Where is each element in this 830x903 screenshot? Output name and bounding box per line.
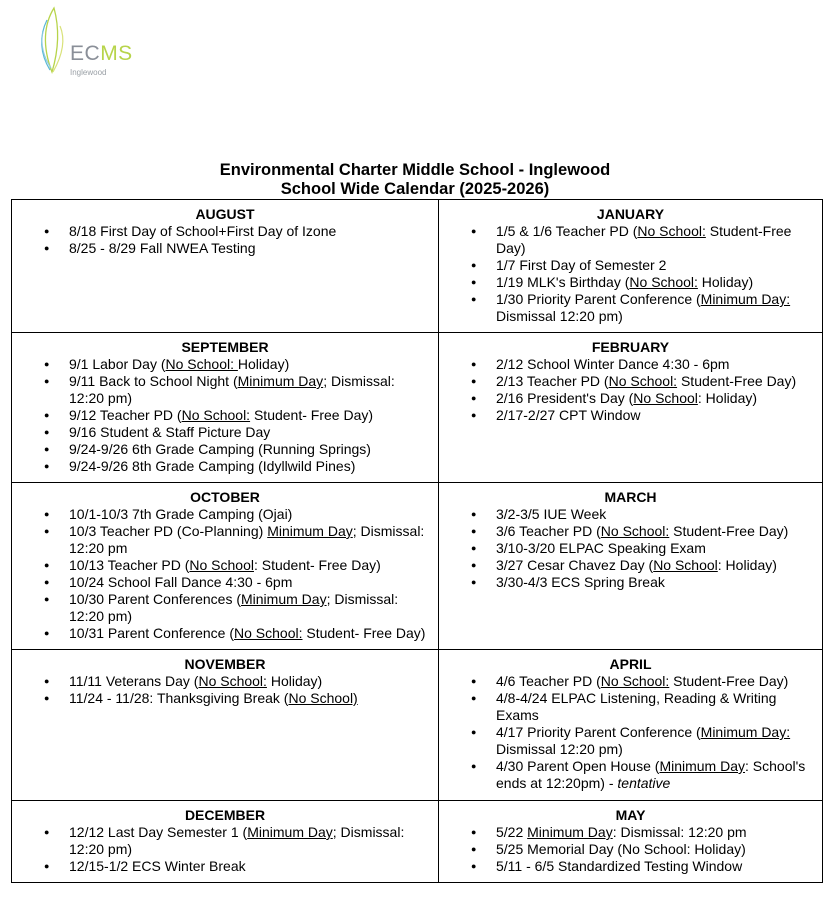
event-list — [449, 356, 812, 424]
event-underlined-text: Minimum Day — [241, 591, 327, 607]
event-item — [69, 356, 428, 373]
event-text: 10/3 Teacher PD (Co-Planning) — [69, 523, 268, 539]
event-text: 12/15-1/2 ECS Winter Break — [69, 858, 246, 874]
event-item — [496, 390, 812, 407]
event-item — [69, 574, 428, 591]
event-underlined-text: No School: — [600, 523, 670, 539]
event-text: Holiday) — [697, 274, 754, 290]
event-text: 2/13 Teacher PD ( — [496, 373, 609, 389]
event-item — [496, 291, 812, 325]
month-cell-march — [439, 483, 823, 650]
event-text: ; Dismissal: 12:20 pm) — [69, 824, 405, 857]
event-text: 11/24 - 11/28: Thanksgiving Break ( — [69, 690, 289, 706]
event-text: : Holiday) — [717, 557, 777, 573]
month-cell-december — [12, 801, 439, 883]
event-text: 9/11 Back to School Night ( — [69, 373, 238, 389]
month-cell-november — [12, 650, 439, 801]
event-underlined-text: Minimum Day — [527, 824, 613, 840]
event-item — [69, 690, 428, 707]
event-item — [496, 758, 812, 792]
event-text: 3/6 Teacher PD ( — [496, 523, 601, 539]
month-cell-september — [12, 333, 439, 483]
event-text: 9/1 Labor Day ( — [69, 356, 166, 372]
event-item — [496, 841, 812, 858]
logo-wordmark: ECMS — [70, 42, 133, 65]
document-title: Environmental Charter Middle School - Inglewood — [219, 161, 611, 179]
event-text: 4/30 Parent Open House ( — [496, 758, 660, 774]
event-text: 4/6 Teacher PD ( — [496, 673, 601, 689]
event-text: 9/24-9/26 8th Grade Camping (Idyllwild Pines) — [69, 458, 356, 474]
event-underlined-text: No School — [653, 557, 718, 573]
event-text: ; Dismissal: 12:20 pm — [69, 523, 425, 556]
school-logo — [38, 6, 138, 78]
event-text: : Holiday) — [697, 390, 758, 406]
event-item — [496, 506, 812, 523]
event-text: 4/8-4/24 ELPAC Listening, Reading & Writing Exams — [496, 690, 777, 723]
event-item — [69, 506, 428, 523]
event-text: 1/7 First Day of Semester 2 — [496, 257, 667, 273]
event-underlined-text: No School — [189, 557, 254, 573]
event-list — [22, 223, 428, 257]
event-text: 9/24-9/26 6th Grade Camping (Running Springs) — [69, 441, 371, 457]
event-underlined-text: No School: — [629, 274, 698, 290]
event-text: 8/25 - 8/29 Fall NWEA Testing — [69, 240, 256, 256]
event-text: 10/13 Teacher PD ( — [69, 557, 190, 573]
event-text: 5/22 — [496, 824, 528, 840]
event-item — [69, 441, 428, 458]
event-text: 10/1-10/3 7th Grade Camping (Ojai) — [69, 506, 293, 522]
event-underlined-text: No School: — [165, 356, 238, 372]
month-heading: FEBRUARY — [591, 339, 670, 355]
event-text: 11/11 Veterans Day ( — [69, 673, 199, 689]
event-item — [69, 223, 428, 240]
month-heading: NOVEMBER — [184, 656, 266, 672]
event-text: 12/12 Last Day Semester 1 ( — [69, 824, 248, 840]
month-cell-january — [439, 200, 823, 333]
event-text: 10/24 School Fall Dance 4:30 - 6pm — [69, 574, 293, 590]
event-text: 5/25 Memorial Day (No School: Holiday) — [496, 841, 746, 857]
event-text: Holiday) — [237, 356, 290, 372]
event-text: 9/16 Student & Staff Picture Day — [69, 424, 271, 440]
event-underlined-text: Minimum Day: — [700, 724, 791, 740]
event-text: ; Dismissal: 12:20 pm) — [69, 373, 395, 406]
event-text: : School's ends at 12:20pm) - — [496, 758, 806, 791]
event-text: Student-Free Day) — [496, 223, 792, 256]
event-item — [69, 523, 428, 557]
event-item — [69, 673, 428, 690]
event-text: Student-Free Day) — [677, 373, 797, 389]
month-cell-october — [12, 483, 439, 650]
event-text: 9/12 Teacher PD ( — [69, 407, 182, 423]
event-list — [22, 824, 428, 875]
event-underlined-text: No School: — [198, 673, 267, 689]
month-cell-april — [439, 650, 823, 801]
event-underlined-text: No School) — [288, 690, 358, 706]
event-underlined-text: Minimum Day — [267, 523, 353, 539]
event-text: 8/18 First Day of School+First Day of Izone — [69, 223, 337, 239]
event-item — [496, 523, 812, 540]
event-item — [69, 424, 428, 441]
event-underlined-text: Minimum Day — [659, 758, 746, 774]
event-underlined-text: No School: — [600, 673, 670, 689]
event-text: Dismissal 12:20 pm) — [496, 741, 623, 757]
event-item — [69, 858, 428, 875]
event-text: Dismissal 12:20 pm) — [496, 308, 623, 324]
event-text: 3/30-4/3 ECS Spring Break — [496, 574, 665, 590]
logo-subtitle: Inglewood — [70, 68, 107, 77]
event-underlined-text: No School — [633, 390, 698, 406]
event-item — [69, 824, 428, 858]
document-subtitle: School Wide Calendar (2025-2026) — [280, 180, 550, 198]
event-item — [496, 724, 812, 758]
event-text: 2/17-2/27 CPT Window — [496, 407, 641, 423]
event-text: 3/27 Cesar Chavez Day ( — [496, 557, 654, 573]
month-heading: APRIL — [609, 656, 652, 672]
event-item — [496, 557, 812, 574]
event-text: 3/10-3/20 ELPAC Speaking Exam — [496, 540, 706, 556]
event-item — [496, 274, 812, 291]
month-heading: SEPTEMBER — [181, 339, 269, 355]
event-list — [449, 673, 812, 792]
event-text: Student-Free Day) — [669, 523, 789, 539]
event-text: 2/16 President's Day ( — [496, 390, 634, 406]
event-item — [496, 223, 812, 257]
month-cell-february — [439, 333, 823, 483]
event-item — [496, 407, 812, 424]
event-text: 1/19 MLK's Birthday ( — [496, 274, 630, 290]
event-item — [69, 407, 428, 424]
calendar-table — [11, 199, 823, 883]
event-italic-text: tentative — [617, 775, 671, 791]
month-heading: MARCH — [604, 489, 657, 505]
event-underlined-text: Minimum Day — [247, 824, 333, 840]
event-item — [496, 673, 812, 690]
month-heading: DECEMBER — [184, 807, 266, 823]
event-item — [496, 858, 812, 875]
event-list — [449, 824, 812, 875]
event-item — [69, 373, 428, 407]
event-text: Student-Free Day) — [669, 673, 789, 689]
month-heading: OCTOBER — [190, 489, 260, 505]
event-underlined-text: Minimum Day: — [700, 291, 791, 307]
event-text: 4/17 Priority Parent Conference ( — [496, 724, 701, 740]
month-heading: JANUARY — [596, 206, 665, 222]
event-underlined-text: No School: — [608, 373, 678, 389]
month-heading: AUGUST — [195, 206, 255, 222]
event-text: Student- Free Day) — [250, 407, 374, 423]
event-text: 10/30 Parent Conferences ( — [69, 591, 241, 607]
event-list — [22, 506, 428, 642]
month-heading: MAY — [615, 807, 646, 823]
event-item — [69, 240, 428, 257]
event-text: 5/11 - 6/5 Standardized Testing Window — [496, 858, 743, 874]
event-text: : Student- Free Day) — [253, 557, 381, 573]
event-item — [496, 540, 812, 557]
event-list — [449, 506, 812, 591]
event-text: Holiday) — [266, 673, 323, 689]
event-item — [496, 690, 812, 724]
event-item — [69, 625, 428, 642]
event-text: ; Dismissal: 12:20 pm) — [69, 591, 399, 624]
event-text: 2/12 School Winter Dance 4:30 - 6pm — [496, 356, 730, 372]
event-text: 1/5 & 1/6 Teacher PD ( — [496, 223, 638, 239]
event-list — [449, 223, 812, 325]
event-text: Student- Free Day) — [302, 625, 426, 641]
event-item — [496, 574, 812, 591]
month-cell-august — [12, 200, 439, 333]
event-item — [496, 257, 812, 274]
event-list — [22, 673, 428, 707]
event-item — [69, 458, 428, 475]
month-cell-may — [439, 801, 823, 883]
event-item — [496, 356, 812, 373]
event-list — [22, 356, 428, 475]
event-underlined-text: No School: — [234, 625, 303, 641]
event-text: : Dismissal: 12:20 pm — [612, 824, 747, 840]
event-underlined-text: Minimum Day — [237, 373, 324, 389]
event-text: 10/31 Parent Conference ( — [69, 625, 234, 641]
event-text: 3/2-3/5 IUE Week — [496, 506, 607, 522]
event-item — [496, 824, 812, 841]
event-item — [69, 591, 428, 625]
leaf-logo-icon — [38, 6, 72, 78]
event-item — [496, 373, 812, 390]
event-text: 1/30 Priority Parent Conference ( — [496, 291, 701, 307]
event-underlined-text: No School: — [181, 407, 251, 423]
event-item — [69, 557, 428, 574]
event-underlined-text: No School: — [637, 223, 706, 239]
